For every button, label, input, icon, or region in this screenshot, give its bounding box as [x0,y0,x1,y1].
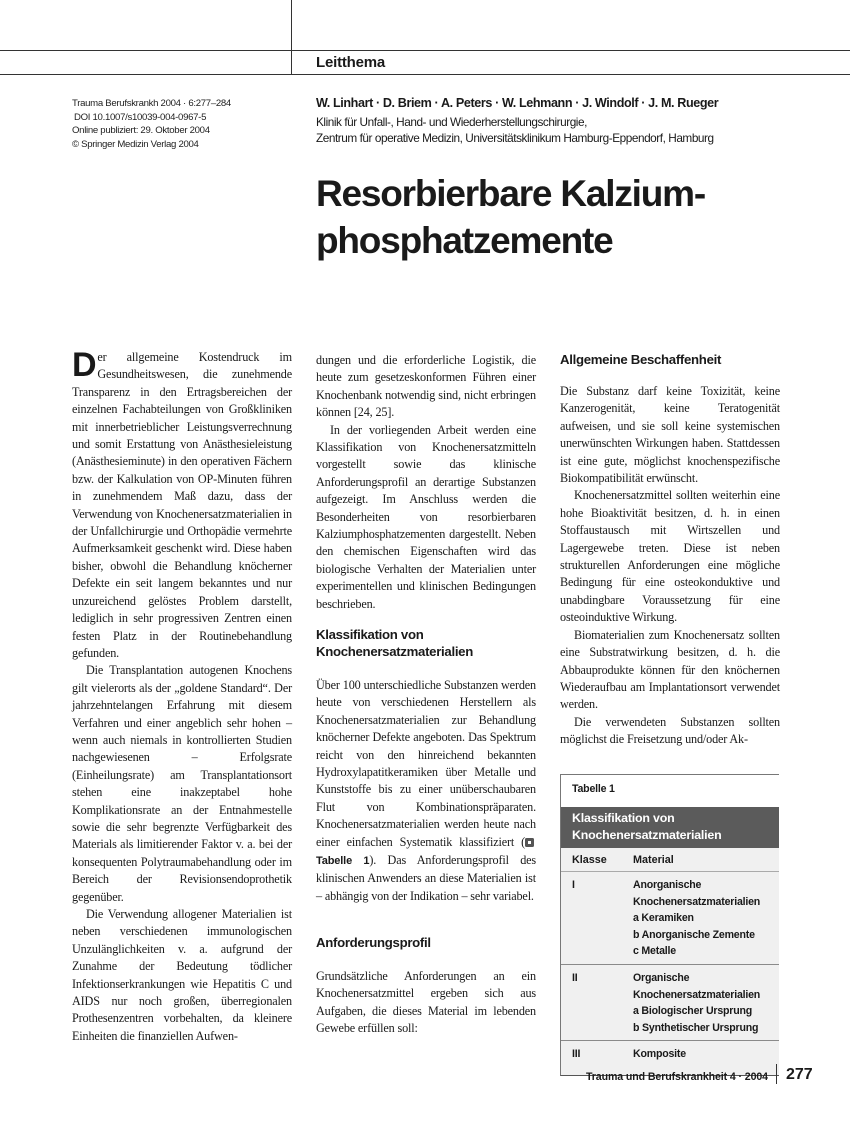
section-heading-anforderungsprofil: Anforderungsprofil [316,935,431,950]
body-column-3 [560,383,780,749]
affiliation-line-1: Klinik für Unfall-, Hand- und Wiederherstellungschirurgie, [316,115,587,129]
paragraph: In der vorliegenden Arbeit werden eine Klassifikation von Knochenersatzmitteln vorgestellt sowie das klinische Anforderungsprofil an derartige Substanzen aufgezeigt. Im Anschluss werden die Besonderheiten von resorbierbaren Kalziumphosphatzementen dargestellt. Neben den chemischen Eigenschaften wird das biologische Verhalten der Materialien unter experimentellen und klinischen Bedingungen beschrieben. [316,422,536,611]
table-body [561,848,779,1075]
footer-divider [776,1064,777,1084]
table-row [561,965,779,1041]
publication-meta [72,97,231,151]
paragraph: dungen und die erforderliche Logistik, die heute zum gesetzeskonformen Führen einer Knochenbank notwendig sind, nicht erbringen können [24, 25]. [316,353,536,420]
paragraph: Die Substanz darf keine Toxizität, keine Kanzerogenität, keine Teratogenität aufweisen, und sie soll keine systemischen unerwünschten Wirkungen haben. Stattdessen ist eine gute, möglichst knochenspezifische Biokompatibilität erwünscht. [560,384,780,486]
cell-klasse: III [572,1048,581,1061]
table-1 [560,774,779,1076]
paragraph: Knochenersatzmittel sollten weiterhin eine hohe Bioaktivität besitzen, d. h. in einen Stoffaustausch mit Wirtszellen und Lagergewebe treten. Diese ist neben strukturellen Anforderungen eine mögliche Bedingung für eine osteokonduktive und unabdingbare Voraussetzung für eine osteoinduktive Wirkung. [560,488,780,625]
article-title [316,170,705,264]
table-row [561,872,779,965]
footer-journal: Trauma und Berufskrankheit 4 · 2004 [586,1071,768,1083]
table-header-row [561,848,779,872]
authors: W. Linhart · D. Briem · A. Peters · W. Lehmann · J. Windolf · J. M. Rueger [316,96,719,110]
cell-material: Organische Knochenersatzmaterialien a Biologischer Ursprung b Synthetischer Ursprung [633,971,761,1034]
title-line-2: phosphatzemente [316,220,613,261]
header-rule-vertical [291,0,292,75]
paragraph: Über 100 unterschiedliche Substanzen werden heute von verschiedenen Herstellern als Knochenersatzmaterialien zur Behandlung knöcherner Defekte angeboten. Das Spektrum reicht von den hinreichend bekannten Hydroxylapatitkeramiken über Metalle und Kunststoffe bis zu einer unüberschaubaren Flut von Kombinationspräparaten. Knochenersatzmaterialien werden heute nach einer einfachen Systematik klassifiziert (Tabelle 1). Das Anforderungsprofil des klinischen Anwenders an diese Materialien ist – abhängig von der Indikation – sehr variabel. [316,678,536,903]
paragraph: Grundsätzliche Anforderungen an ein Knochenersatzmittel ergeben sich aus Aufgaben, die dieses Material im lebenden Gewebe erfüllen soll: [316,969,536,1036]
affiliation-line-2: Zentrum für operative Medizin, Universitätsklinikum Hamburg-Eppendorf, Hamburg [316,130,714,145]
header-rule-bottom [0,74,850,75]
body-column-1 [72,346,292,1045]
section-heading-allgemeine-beschaffenheit: Allgemeine Beschaffenheit [560,352,722,367]
paragraph: Die Transplantation autogenen Knochens gilt vielerorts als der „goldene Standard“. Der jahrzehntelangen Erfahrung mit diesem Verfahren und einer angeblich sehr hohen – wenn auch niemals in kontrollierten Studien nachgewiesenen – Erfolgsrate (Einheilungsrate) am Transplantationsort stehen eine inakzeptabel hohe Komplikationsrate an der Entnahmestelle sowie die sehr begrenzte Verfügbarkeit des Materials als limitierender Faktor v. a. bei der konsequenten Polytraumabehandlung oder im Bereich der Revisionsendoprothetik gegenüber. [72,663,292,904]
cell-klasse: I [572,879,575,891]
online-date: Online publiziert: 29. Oktober 2004 [72,125,210,137]
body-column-2-section-2 [316,677,536,905]
body-column-2-section-3 [316,968,536,1038]
page-number: 277 [786,1066,813,1083]
table-reference-link[interactable]: Tabelle 1 [316,837,536,867]
affiliation [316,115,714,146]
body-column-2 [316,352,536,613]
table-row [561,1041,779,1075]
title-line-1: Resorbierbare Kalzium- [316,173,705,214]
paragraph: Der allgemeine Kostendruck im Gesundheitswesen, die zunehmende Transparenz in den Ertragsbereichen der einzelnen Fachabteilungen von Großkliniken mit innerbetrieblicher Leistungsverrechnung und somit Erstattung von Anästhesieleistung (Anästhesieminute) in den operativen Fächern bzw. der Kalkulation von OP-Minuten führen in zunehmendem Maß dazu, dass der Verwendung von Knochenersatzmaterialien in der Unfallchirurgie und Orthopädie vermehrte Aufmerksamkeit geschenkt wird. Diese haben bisher, obwohl die Behandlung knöcherner Defekte ein seit langem bekanntes und nur unzureichend gelöstes Problem darstellt, lediglich in sehr progressiven Zentren einen festen Platz in der Routinebehandlung gefunden. [72,346,292,660]
column-header-klasse: Klasse [572,854,607,866]
column-header-material: Material [633,854,674,866]
cell-material: Komposite [633,1048,686,1061]
paragraph: Die verwendeten Substanzen sollten möglichst die Freisetzung und/oder Ak- [560,714,780,747]
drop-cap: D [72,346,97,384]
copyright: © Springer Medizin Verlag 2004 [72,138,199,150]
section-tag: Leitthema [316,54,386,71]
section-heading-klassifikation: Klassifikation von Knochenersatzmaterialien [316,627,473,659]
table-title: Klassifikation von Knochenersatzmaterialien [561,807,779,848]
doi[interactable]: DOI 10.1007/s10039-004-0967-5 [74,111,207,123]
cell-material: Anorganische Knochenersatzmaterialien a Keramiken b Anorganische Zemente c Metalle [633,879,761,958]
paragraph: Biomaterialien zum Knochenersatz sollten eine Substratwirkung besitzen, d. h. die Abbauprodukte können für den knöchernen Wiederaufbau am Implantationsort verwendet werden. [560,627,780,712]
header-rule-top [0,50,850,51]
cell-klasse: II [572,971,578,984]
table-label: Tabelle 1 [561,775,779,807]
citation: Trauma Berufskrankh 2004 · 6:277–284 [72,98,231,109]
paragraph: Die Verwendung allogener Materialien ist neben verschiedenen immunologischen Unzulänglichkeiten v. a. aufgrund der Zunahme der Bedeutung tödlicher Infektionserkrankungen wie Hepatitis C und AIDS nur noch großen, überregionalen Prothesenzentren vorbehalten, da kleinere Einheiten die finanziellen Aufwen- [72,907,292,1043]
table-reference-icon [525,838,534,847]
